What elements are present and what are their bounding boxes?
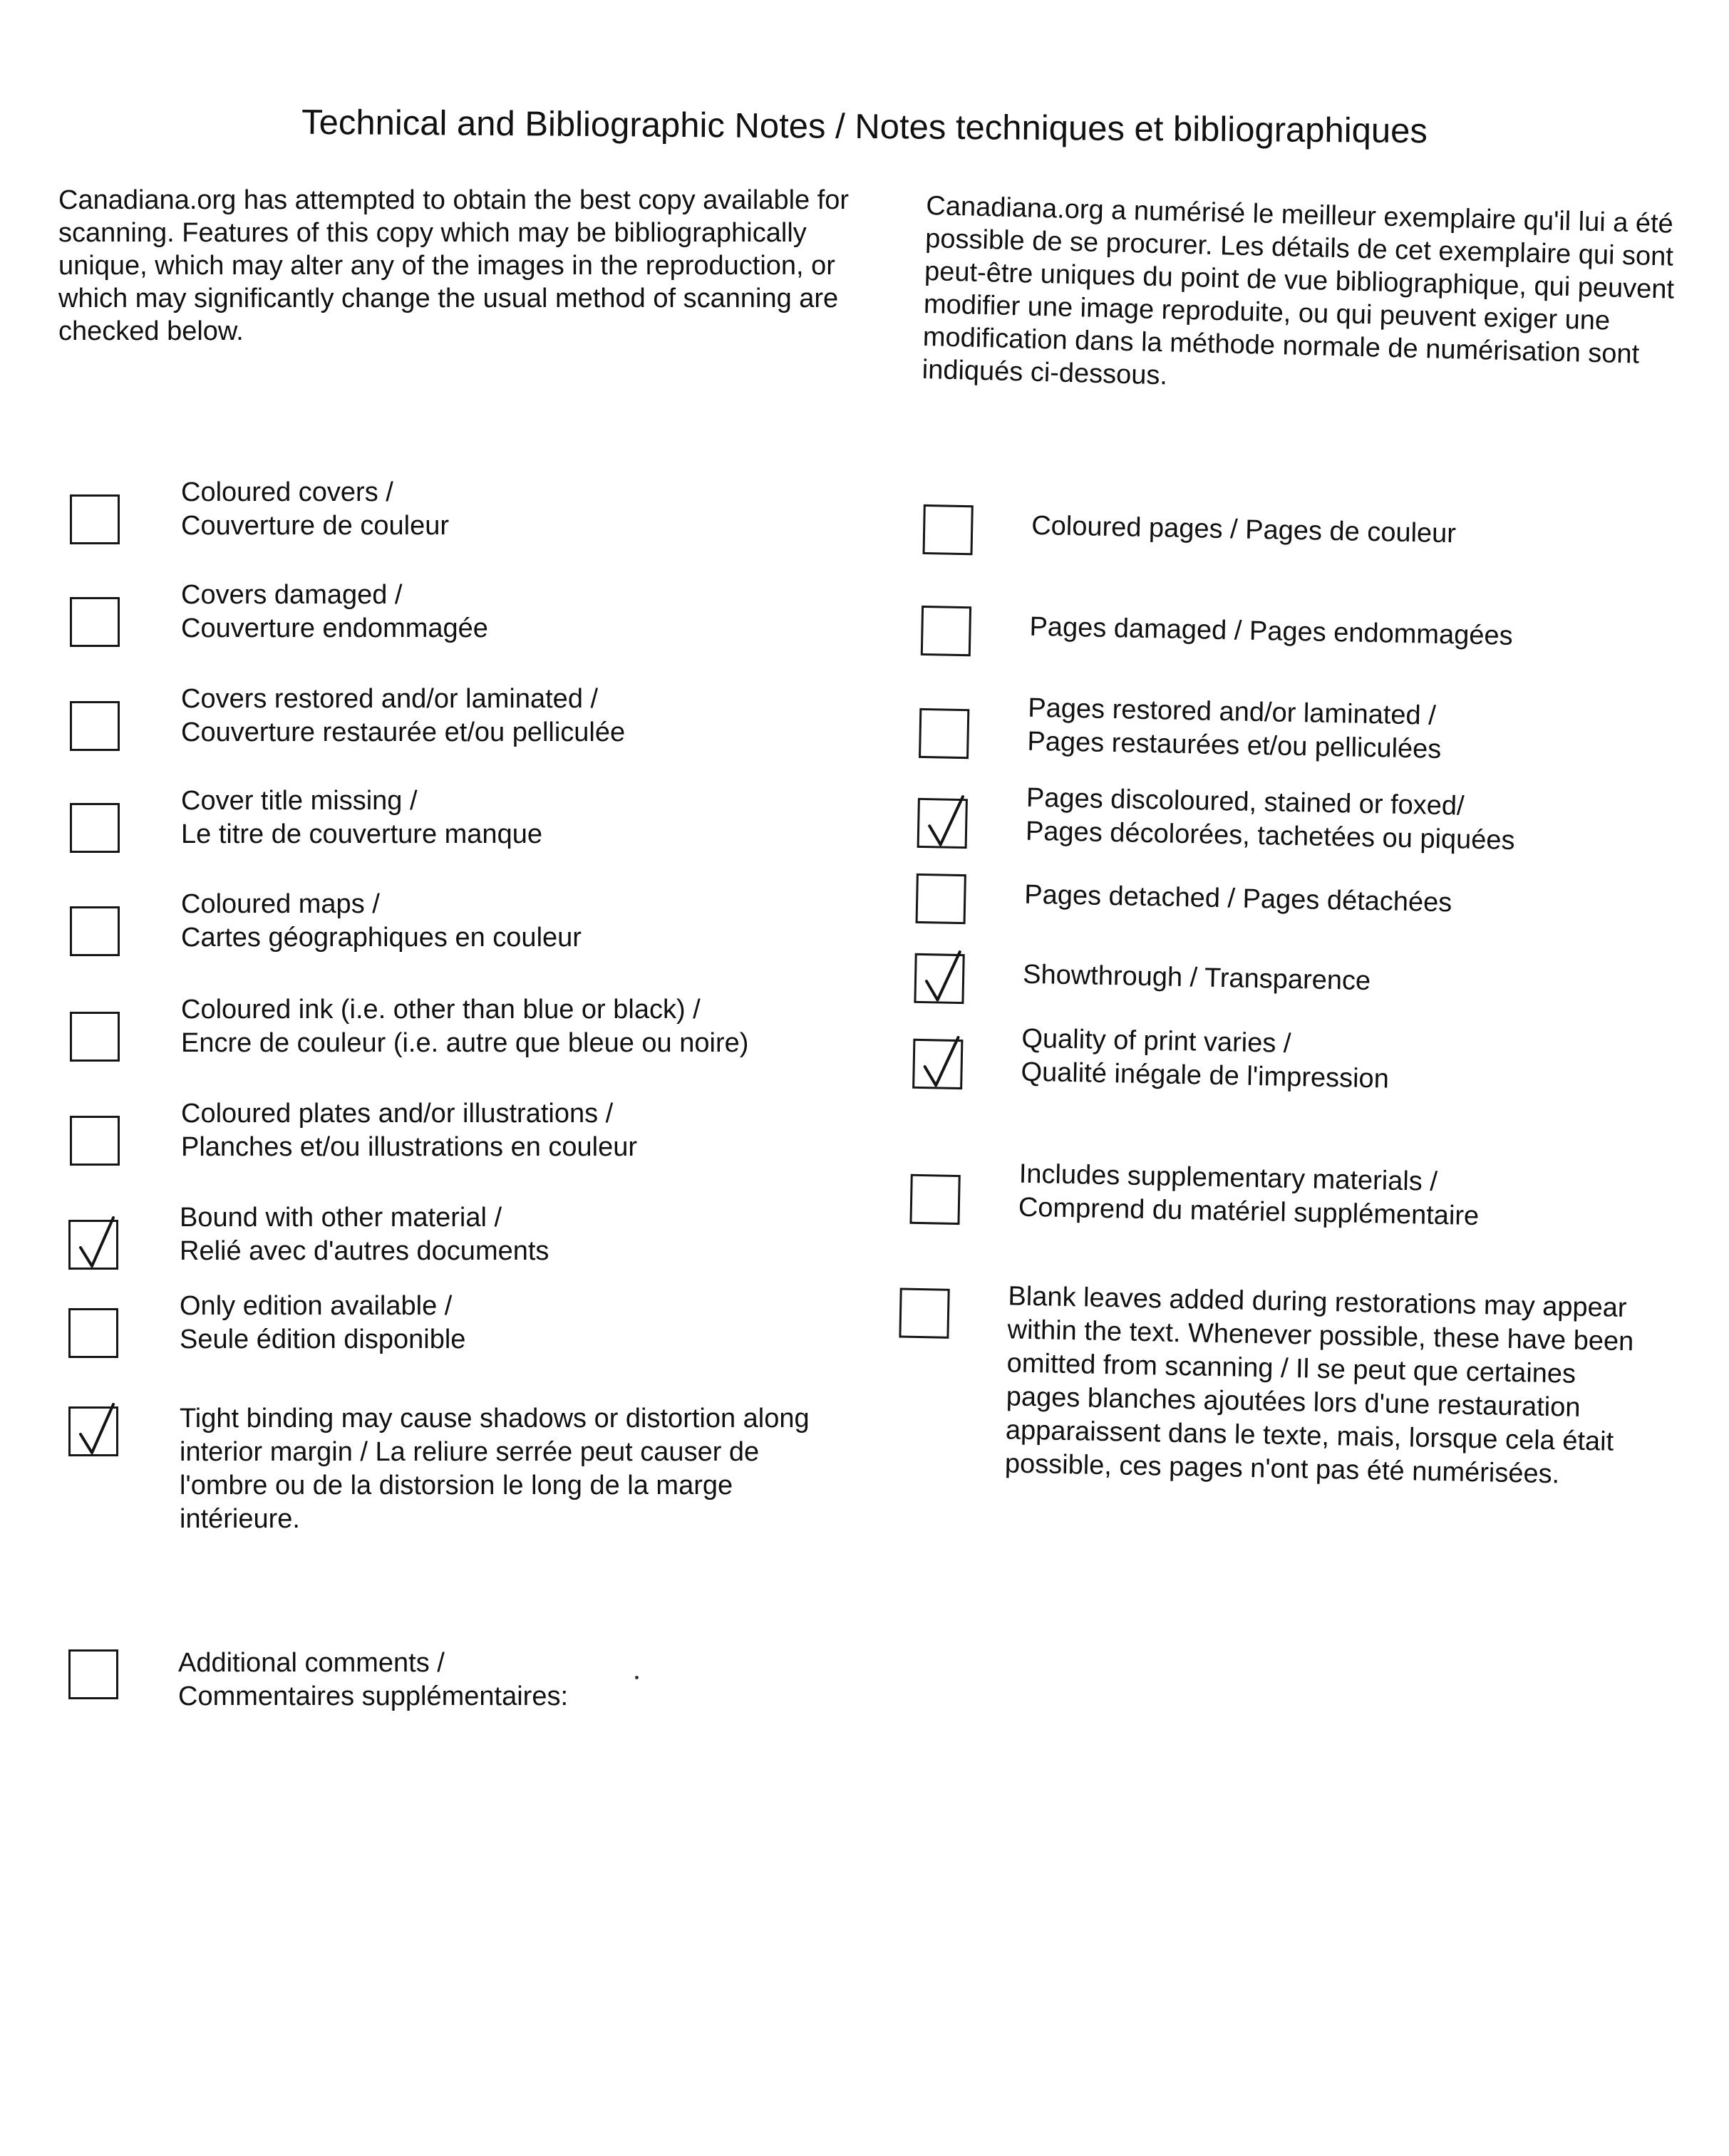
left-coloured-ink-i-e-other-than-blue-or-blac-label-en: Coloured ink (i.e. other than blue or black) / (181, 995, 701, 1025)
intro-english: Canadiana.org has attempted to obtain the best copy available for scanning. Features of this copy which may be bibliographically unique, which may alter any of the images in the reproduction, or which may significantly change the usual method of scanning are checked below. (58, 185, 850, 346)
left-coloured-covers-label-fr: Couverture de couleur (181, 511, 449, 541)
left-coloured-maps-label-en: Coloured maps / (181, 889, 380, 919)
right-pages-restored-and-or-laminated-label-en: Pages restored and/or laminated / (1027, 693, 1437, 731)
right-includes-supplementary-materials-label-fr: Comprend du matériel supplémentaire (1018, 1192, 1480, 1232)
right-quality-of-print-varies-label-fr: Qualité inégale de l'impression (1021, 1057, 1390, 1094)
left-coloured-ink-i-e-other-than-blue-or-blac-checkbox[interactable] (70, 1012, 120, 1062)
additional-comments-checkbox[interactable] (68, 1649, 118, 1699)
left-only-edition-available-label-fr: Seule édition disponible (180, 1325, 466, 1354)
right-showthrough-transparence-label: Showthrough / Transparence (1022, 959, 1371, 997)
speck-mark (635, 1676, 639, 1679)
left-tight-binding-may-cause-shadows-or-disto-label: Tight binding may cause shadows or distortion along interior margin / La reliure serrée peut causer de l'ombre ou de la distorsion le long de la marge intérieure. (180, 1404, 810, 1534)
left-coloured-covers-label-en: Coloured covers / (181, 477, 393, 507)
left-tight-binding-may-cause-shadows-or-disto-checkbox[interactable] (68, 1406, 118, 1456)
right-blank-leaves-added-during-restorations-m-checkbox[interactable] (899, 1287, 949, 1338)
left-coloured-maps-checkbox[interactable] (70, 906, 120, 956)
left-coloured-plates-and-or-illustrations-checkbox[interactable] (70, 1116, 120, 1166)
right-coloured-pages-pages-de-couleur-checkbox[interactable] (923, 504, 974, 555)
right-includes-supplementary-materials-label-en: Includes supplementary materials / (1018, 1159, 1438, 1197)
left-coloured-plates-and-or-illustrations-label-fr: Planches et/ou illustrations en couleur (181, 1132, 638, 1162)
right-pages-discoloured-stained-or-foxed-label-en: Pages discoloured, stained or foxed/ (1026, 782, 1465, 822)
checkmark-icon (916, 955, 966, 1006)
left-covers-restored-and-or-laminated-checkbox[interactable] (70, 701, 120, 751)
left-coloured-ink-i-e-other-than-blue-or-blac-label-fr: Encre de couleur (i.e. autre que bleue ou noire) (181, 1028, 749, 1058)
checkmark-icon (71, 1222, 120, 1272)
intro-french: Canadiana.org a numérisé le meilleur exemplaire qu'il lui a été possible de se procurer. Les détails de cet exemplaire qui sont peut-être uniques du point de vue bibliographique, qui peuvent modifier une image reproduite, ou qui peuvent exiger une modification dans la méthode normale de numérisation sont indiqués ci-dessous. (922, 190, 1675, 391)
right-showthrough-transparence-checkbox[interactable] (914, 953, 964, 1004)
left-cover-title-missing-checkbox[interactable] (70, 803, 120, 853)
left-coloured-covers-checkbox[interactable] (70, 494, 120, 544)
left-covers-damaged-label-fr: Couverture endommagée (181, 613, 488, 643)
left-covers-damaged-label-en: Covers damaged / (181, 580, 403, 610)
left-covers-restored-and-or-laminated-label-fr: Couverture restaurée et/ou pelliculée (181, 717, 626, 747)
left-covers-damaged-checkbox[interactable] (70, 597, 120, 647)
additional-comments-label-en: Additional comments / (178, 1648, 445, 1678)
right-pages-damaged-pages-endommag-es-label: Pages damaged / Pages endommagées (1029, 611, 1513, 651)
checkmark-icon (71, 1409, 120, 1458)
right-quality-of-print-varies-checkbox[interactable] (912, 1039, 963, 1089)
left-coloured-plates-and-or-illustrations-label-en: Coloured plates and/or illustrations / (181, 1099, 614, 1129)
page-title: Technical and Bibliographic Notes / Notes techniques et bibliographiques (301, 103, 1428, 151)
right-quality-of-print-varies-label-en: Quality of print varies / (1021, 1023, 1291, 1059)
left-covers-restored-and-or-laminated-label-en: Covers restored and/or laminated / (181, 684, 599, 714)
left-bound-with-other-material-label-fr: Relié avec d'autres documents (180, 1236, 549, 1266)
right-coloured-pages-pages-de-couleur-label: Coloured pages / Pages de couleur (1031, 510, 1457, 549)
left-bound-with-other-material-label-en: Bound with other material / (180, 1203, 502, 1233)
left-cover-title-missing-label-fr: Le titre de couverture manque (181, 819, 542, 849)
right-pages-damaged-pages-endommag-es-checkbox[interactable] (921, 606, 971, 656)
right-pages-detached-pages-d-tach-es-label: Pages detached / Pages détachées (1023, 879, 1452, 918)
checkmark-icon (914, 1041, 965, 1092)
left-bound-with-other-material-checkbox[interactable] (68, 1220, 118, 1270)
right-pages-restored-and-or-laminated-label-fr: Pages restaurées et/ou pelliculées (1027, 726, 1442, 765)
right-pages-discoloured-stained-or-foxed-label-fr: Pages décolorées, tachetées ou piquées (1025, 816, 1515, 856)
right-pages-detached-pages-d-tach-es-checkbox[interactable] (916, 874, 966, 924)
left-only-edition-available-checkbox[interactable] (68, 1308, 118, 1358)
right-pages-restored-and-or-laminated-checkbox[interactable] (919, 708, 969, 759)
right-includes-supplementary-materials-checkbox[interactable] (909, 1174, 960, 1225)
right-blank-leaves-added-during-restorations-m-label: Blank leaves added during restorations may appear within the text. Whenever possible, these have been omitted from scanning / Il se peut que certaines pages blanches ajoutées lors d'une restauration apparaissent dans le texte, mais, lorsque cela était possible, ces pages n'ont pas été numérisées. (1004, 1281, 1634, 1490)
additional-comments-label-fr: Commentaires supplémentaires: (178, 1681, 569, 1711)
left-only-edition-available-label-en: Only edition available / (180, 1291, 453, 1321)
left-cover-title-missing-label-en: Cover title missing / (181, 786, 418, 816)
checkmark-icon (919, 800, 970, 851)
left-coloured-maps-label-fr: Cartes géographiques en couleur (181, 923, 582, 953)
right-pages-discoloured-stained-or-foxed-checkbox[interactable] (917, 798, 968, 849)
